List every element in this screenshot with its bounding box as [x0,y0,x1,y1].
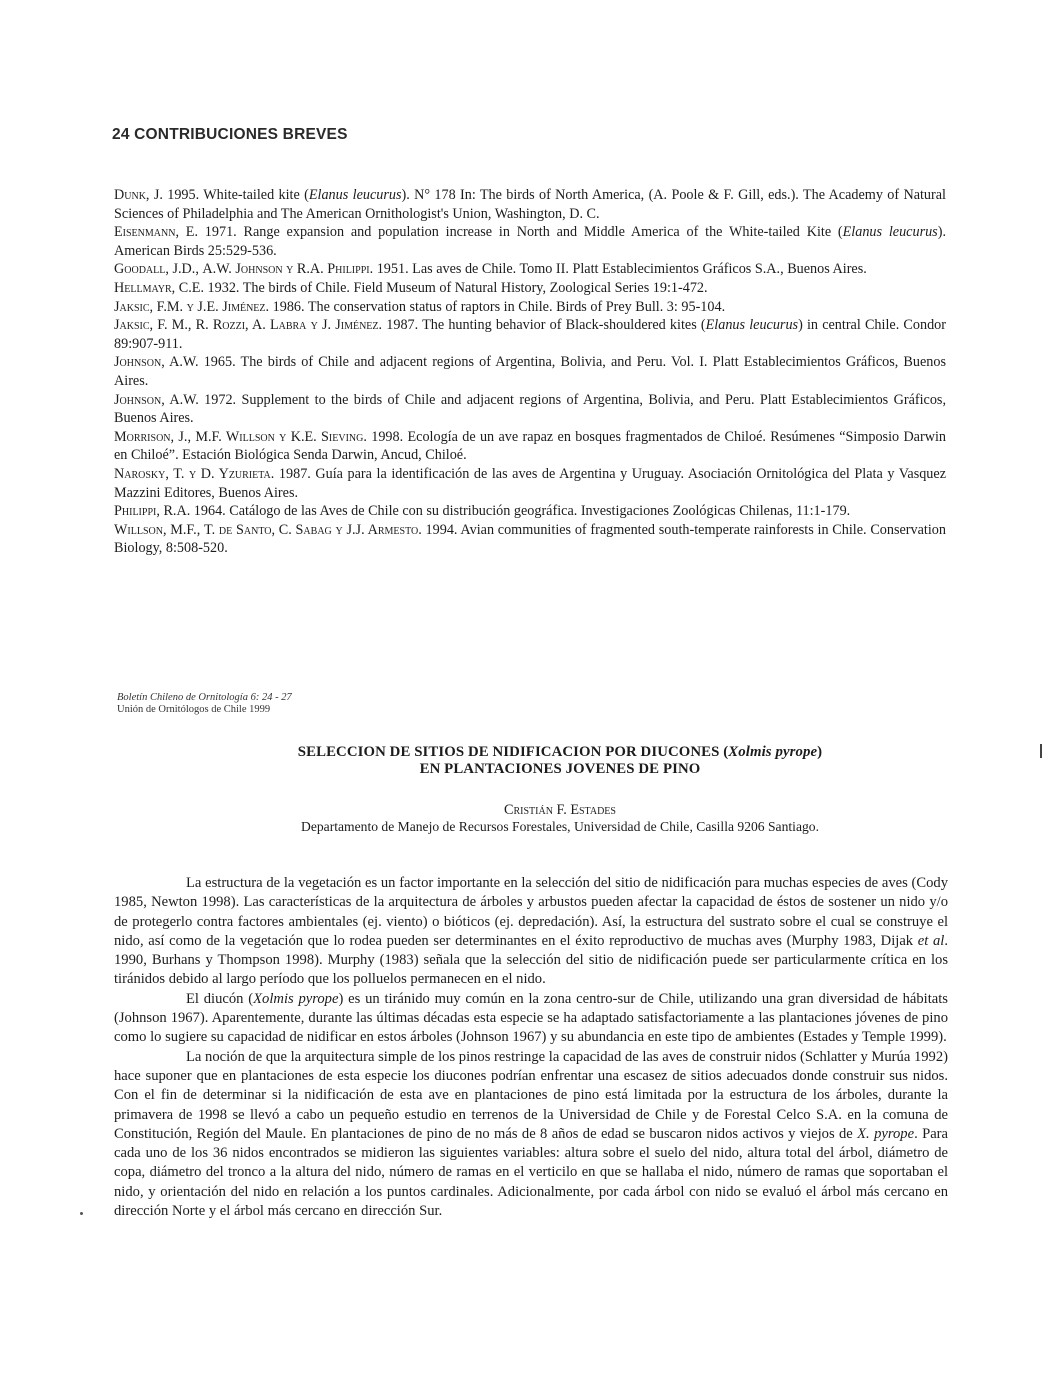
journal-citation: Boletín Chileno de Ornitología 6: 24 - 27 [117,692,292,703]
italic-text: Elanus leucurus [842,224,938,241]
reference-author: Eisenmann [114,224,176,241]
author-affiliation: Departamento de Manejo de Recursos Forestales, Universidad de Chile, Casilla 9206 Santiago. [301,819,819,834]
reference-entry: Hellmayr, C.E. 1932. The birds of Chile. Field Museum of Natural History, Zoological Series 19:1-472. [114,279,708,296]
title-text: SELECCION DE SITIOS DE NIDIFICACION POR DIUCONES ( [297,744,729,760]
coauthor-names: y J.E. Jiménez [186,298,266,315]
reference-entry: Dunk, J. 1995. White-tailed kite (Elanus leucurus). N° 178 In: The birds of North America, (A. Poole & F. Gill, eds.). The Academy of Natural Sciences of Philadelphia and The American Ornithologist's Union, Washington, D. C. [114,187,946,222]
title-line-1 [200,744,920,761]
reference-entry: Morrison, J., M.F. Willson y K.E. Sieving. 1998. Ecología de un ave rapaz en bosques fragmentados de Chiloé. Resúmenes “Simposio Darwin en Chiloé”. Estación Biológica Senda Darwin, Ancud, Chiloé. [114,428,946,464]
reference-entry: Jaksic, F. M., R. Rozzi, A. Labra y J. Jiménez. 1987. The hunting behavior of Black-shouldered kites (Elanus leucurus) in central Chile. Condor 89:907-911. [114,317,946,352]
reference-author: Jaksic [114,317,150,334]
reference-author: Dunk [114,187,146,203]
reference-entry: Narosky, T. y D. Yzurieta. 1987. Guía para la identificación de las aves de Argentina y Uruguay. Asociación Ornitológica del Plata y Vasquez Mazzini Editores, Buenos Aires. [114,465,946,501]
body-paragraph: La noción de que la arquitectura simple de los pinos restringe la capacidad de las aves de construir nidos (Schlatter y Murúa 1992) hace suponer que en plantaciones de esta especie los diucones podrían enfrentar una escasez de sitios adecuados donde construir sus nidos. Con el fin de determinar si la nidificación de esta ave en plantaciones de pino está limitada por la estructura de los árboles, durante la primavera de 1998 se llevó a cabo un pequeño estudio en terrenos de la Universidad de Chile y de Forestal Celco S.A. en la comuna de Constitución, Región del Maule. En plantaciones de pino de no más de 8 años de edad se buscaron nidos activos y viejos de X. pyrope. Para cada uno de los 36 nidos encontrados se midieron las siguientes variables: altura sobre el suelo del nido, altura total del árbol, diámetro de copa, diámetro del tronco a la altura del nido, número de ramas en el verticilo en que se hallaba el nido, número de ramas que soportaban el nido, y orientación del nido en relación a los puntos cardinales. Adicionalmente, por cada árbol con nido se evaluó el árbol más cercano en dirección Norte y el árbol más cercano en dirección Sur. [114,1048,949,1220]
coauthor-names: A.W. Johnson y R.A. Philippi [202,261,370,278]
reference-author: Johnson [114,391,162,408]
reference-author: Hellmayr [114,279,172,296]
coauthor-names: M.F. Willson y K.E. Sieving [195,428,364,445]
reference-author: Goodall [114,261,166,278]
reference-entry: Johnson, A.W. 1972. Supplement to the birds of Chile and adjacent regions of Argentina, Bolivia, and Peru. Platt Establecimientos Gráficos, Buenos Aires. [114,391,946,427]
reference-author: Morrison [114,428,171,445]
title-species: Xolmis pyrope [728,744,818,760]
body-paragraph: El diucón (Xolmis pyrope) es un tiránido muy común en la zona centro-sur de Chile, utilizando una gran diversidad de hábitats (Johnson 1967). Aparentemente, durante las últimas décadas esta especie se ha adaptado satisfactoriamente a las plantaciones jóvenes de pino como lo sugiere su capacidad de nidificar en estos árboles (Johnson 1967) y su abundancia en este tipo de ambientes (Estades y Temple 1999). [114,990,948,1046]
running-header: 24 CONTRIBUCIONES BREVES [112,126,348,143]
reference-entry: Johnson, A.W. 1965. The birds of Chile and adjacent regions of Argentina, Bolivia, and Peru. Vol. I. Platt Establecimientos Gráficos, Buenos Aires. [114,354,946,389]
reference-author: Johnson [114,354,162,371]
italic-text: et al [917,932,945,949]
article-body [114,874,948,1221]
italic-text: X. pyrope [857,1125,915,1142]
reference-author: Willson [114,521,163,538]
coauthor-names: R. Rozzi, A. Labra y J. Jiménez [195,317,379,334]
title-close: ) [817,744,823,760]
journal-source [117,692,292,716]
scan-edge-mark [1040,744,1042,758]
reference-author: Narosky [114,465,166,482]
body-paragraph: La estructura de la vegetación es un factor importante en la selección del sitio de nidificación para muchas especies de aves (Cody 1985, Newton 1998). Las características de la arquitectura de árboles y arbustos pueden afectar la capacidad de éstos de sostener un nido y/o de protegerlo contra factores ambientales (ej. viento) o bióticos (ej. depredación). Así, la estructura del sustrato sobre el cual se construye el nido, así como de la vegetación que lo rodea pueden ser determinantes en el éxito reproductivo de muchas aves (Murphy 1983, Dijak et al. 1990, Burhans y Thompson 1998). Murphy (1983) señala que la selección del sitio de nidificación puede ser particularmente crítica en los tiránidos debido al largo período que los polluelos permanecen en el nido. [114,875,948,988]
reference-author: Jaksic [114,298,150,315]
italic-text: Elanus leucurus [705,317,799,334]
reference-entry: Jaksic, F.M. y J.E. Jiménez. 1986. The conservation status of raptors in Chile. Birds of Prey Bull. 3: 95-104. [114,298,726,315]
coauthor-names: T. de Santo, C. Sabag y J.J. Armesto [204,521,419,538]
article-author: Cristián F. Estades [504,802,616,818]
reference-entry: Goodall, J.D., A.W. Johnson y R.A. Philippi. 1951. Las aves de Chile. Tomo II. Platt Establecimientos Gráficos S.A., Buenos Aires. [114,261,867,278]
coauthor-names: y D. Yzurieta [188,465,271,482]
reference-entry: Willson, M.F., T. de Santo, C. Sabag y J.J. Armesto. 1994. Avian communities of fragmented south-temperate rainforests in Chile. Conservation Biology, 8:508-520. [114,521,946,557]
publisher-line: Unión de Ornitólogos de Chile 1999 [117,704,271,715]
italic-text: Elanus leucurus [308,187,402,203]
references-list [114,186,946,558]
italic-text: Xolmis pyrope [253,990,339,1007]
reference-entry: Philippi, R.A. 1964. Catálogo de las Aves de Chile con su distribución geográfica. Investigaciones Zoológicas Chilenas, 11:1-179. [114,503,851,520]
article-title [200,744,920,778]
reference-author: Philippi [114,503,157,520]
reference-entry: Eisenmann, E. 1971. Range expansion and population increase in North and Middle America of the White-tailed Kite (Elanus leucurus). American Birds 25:529-536. [114,224,946,259]
title-line-2: EN PLANTACIONES JOVENES DE PINO [419,761,701,777]
scan-speck [80,1212,83,1215]
